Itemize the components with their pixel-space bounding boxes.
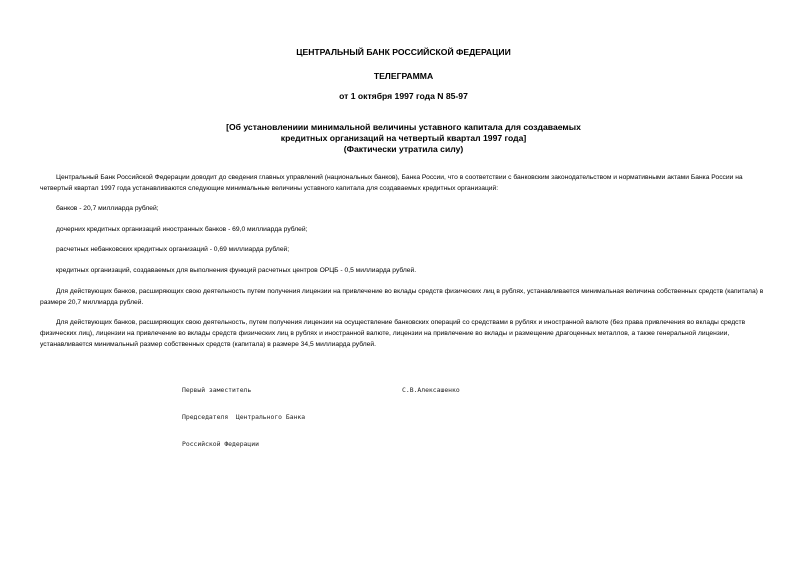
document-date-number: от 1 октября 1997 года N 85-97 bbox=[339, 91, 468, 101]
paragraph-deposit-license: Для действующих банков, расширяющих свою деятельность путем получения лицензии на привлечение во вклады средств физических лиц в рублях, устанавливается минимальная величина собственных средств (капитала) в размере 20,7 миллиарда рублей. bbox=[40, 288, 764, 306]
signature-position-line-1: Первый заместитель bbox=[182, 386, 252, 394]
list-item-subsidiaries: дочерних кредитных организаций иностранных банков - 69,0 миллиарда рублей; bbox=[56, 226, 308, 233]
subject-line-3: (Фактически утратила силу) bbox=[343, 144, 464, 154]
issuer-title: ЦЕНТРАЛЬНЫЙ БАНК РОССИЙСКОЙ ФЕДЕРАЦИИ bbox=[296, 47, 511, 57]
subject-line-2: кредитных организаций на четвертый квартал 1997 года] bbox=[280, 133, 527, 143]
signature-position-line-3: Российской Федерации bbox=[182, 440, 259, 448]
document-subject bbox=[0, 122, 807, 155]
signature-position-line-2: Председателя Центрального Банка bbox=[182, 413, 306, 421]
list-item-settlement-orgs: расчетных небанковских кредитных организаций - 0,69 миллиарда рублей; bbox=[56, 246, 290, 253]
signature-block bbox=[182, 368, 305, 467]
intro-paragraph: Центральный Банк Российской Федерации доводит до сведения главных управлений (национальных банков), Банка России, что в соответствии с банковским законодательством и нормативными актами Банка России на четвертый квартал 1997 года устанавливаются следующие минимальные величины уставного капитала для создаваемых кредитных организаций: bbox=[40, 174, 743, 192]
signatory-name: С.В.Алексашенко bbox=[402, 386, 460, 394]
list-item-clearing-centers: кредитных организаций, создаваемых для выполнения функций расчетных центров ОРЦБ - 0,5 миллиарда рублей. bbox=[56, 267, 417, 274]
document-type: ТЕЛЕГРАММА bbox=[373, 71, 434, 81]
subject-line-1: [Об установлениии минимальной величины уставного капитала для создаваемых bbox=[226, 122, 581, 132]
list-item-banks: банков - 20,7 миллиарда рублей; bbox=[56, 205, 159, 212]
paragraph-general-license: Для действующих банков, расширяющих свою деятельность, путем получения лицензии на осуществление банковских операций со средствами в рублях и иностранной валюте (без права привлечения во вклады средств физических лиц), лицензии на привлечение во вклады средств физических лиц в рублях и иностранной валюте, лицензии на привлечение во вклады и размещение драгоценных металлов, а также генеральной лицензии, устанавливается минимальный размер собственных средств (капитала) в размере 34,5 миллиарда рублей. bbox=[40, 319, 746, 348]
